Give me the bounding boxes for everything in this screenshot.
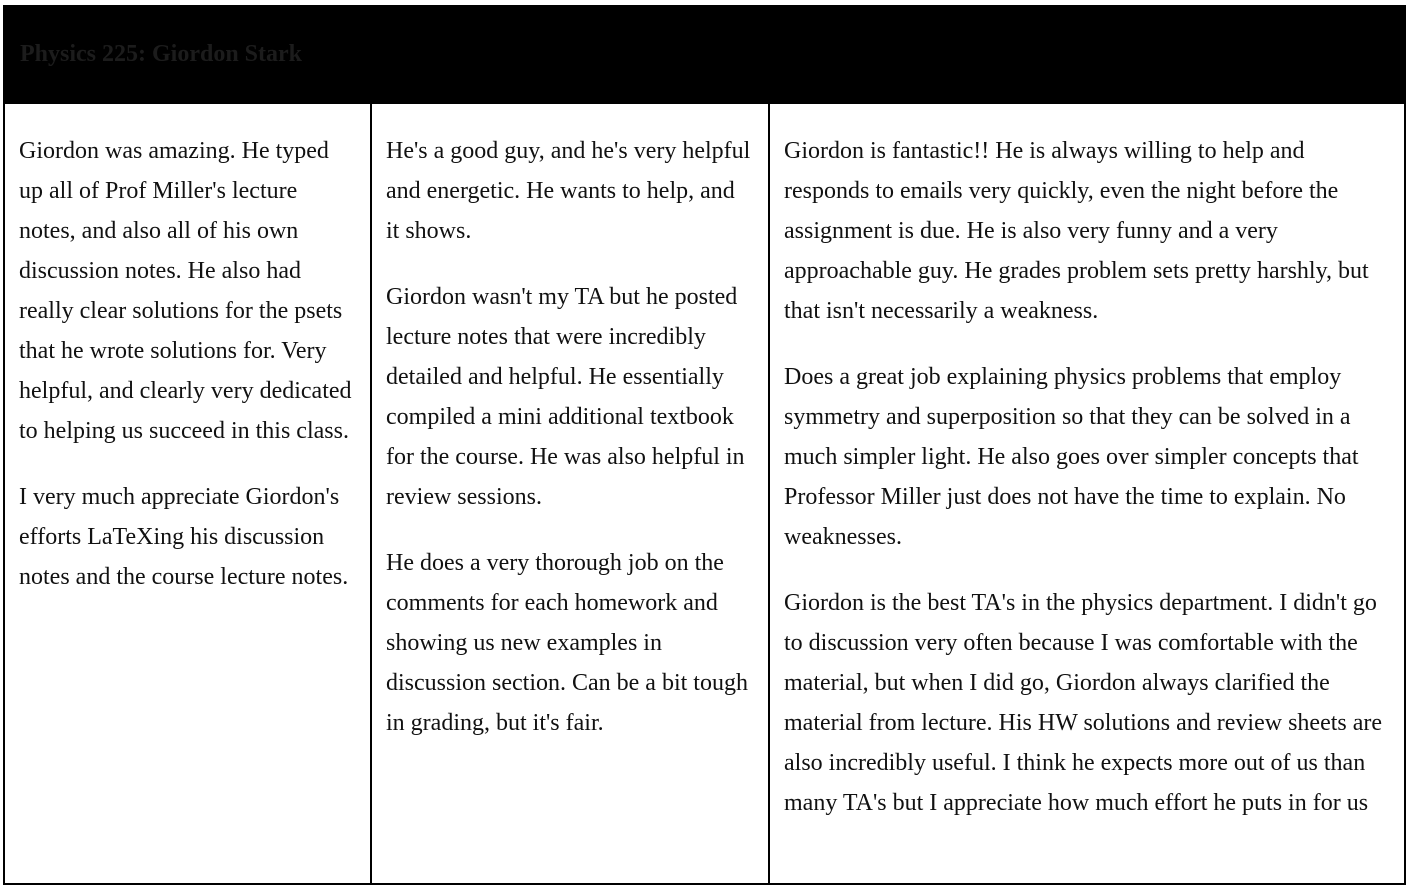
comment-column-2 [372, 104, 770, 885]
comment-column-3 [770, 104, 1404, 885]
comment-text: He does a very thorough job on the comments for each homework and showing us new examples in discussion section. Can be a bit tough in grading, but it's fair. [386, 550, 748, 736]
comment-text: Does a great job explaining physics problems that employ symmetry and superposition so that they can be solved in a much simpler light. He also goes over simpler concepts that Professor Miller just does not have the time to explain. No weaknesses. [784, 364, 1359, 550]
page-title: Physics 225: Giordon Stark [20, 41, 303, 67]
comment-text: Giordon is the best TA's in the physics department. I didn't go to discussion very often because I was comfortable with the material, but when I did go, Giordon always clarified the material from lecture. His HW solutions and review sheets are also incredibly useful. I think he expects more out of us than many TA's but I appreciate how much effort he puts in for us [784, 590, 1383, 816]
comment-text: I very much appreciate Giordon's efforts LaTeXing his discussion notes and the course lecture notes. [19, 484, 349, 590]
page-header [5, 7, 1404, 102]
comment-text: Giordon is fantastic!! He is always willing to help and responds to emails very quickly, even the night before the assignment is due. He is also very funny and a very approachable guy. He grades problem sets pretty harshly, but that isn't necessarily a weakness. [784, 138, 1369, 324]
evaluation-page [3, 5, 1406, 885]
comment-text: Giordon wasn't my TA but he posted lecture notes that were incredibly detailed and helpful. He essentially compiled a mini additional textbook for the course. He was also helpful in review sessions. [386, 284, 745, 510]
comment-text: Giordon was amazing. He typed up all of Prof Miller's lecture notes, and also all of his own discussion notes. He also had really clear solutions for the psets that he wrote solutions for. Very helpful, and clearly very dedicated to helping us succeed in this class. [19, 138, 352, 444]
comment-column-1 [5, 104, 372, 885]
comments-grid [5, 102, 1404, 885]
comment-text: He's a good guy, and he's very helpful and energetic. He wants to help, and it shows. [386, 138, 751, 244]
